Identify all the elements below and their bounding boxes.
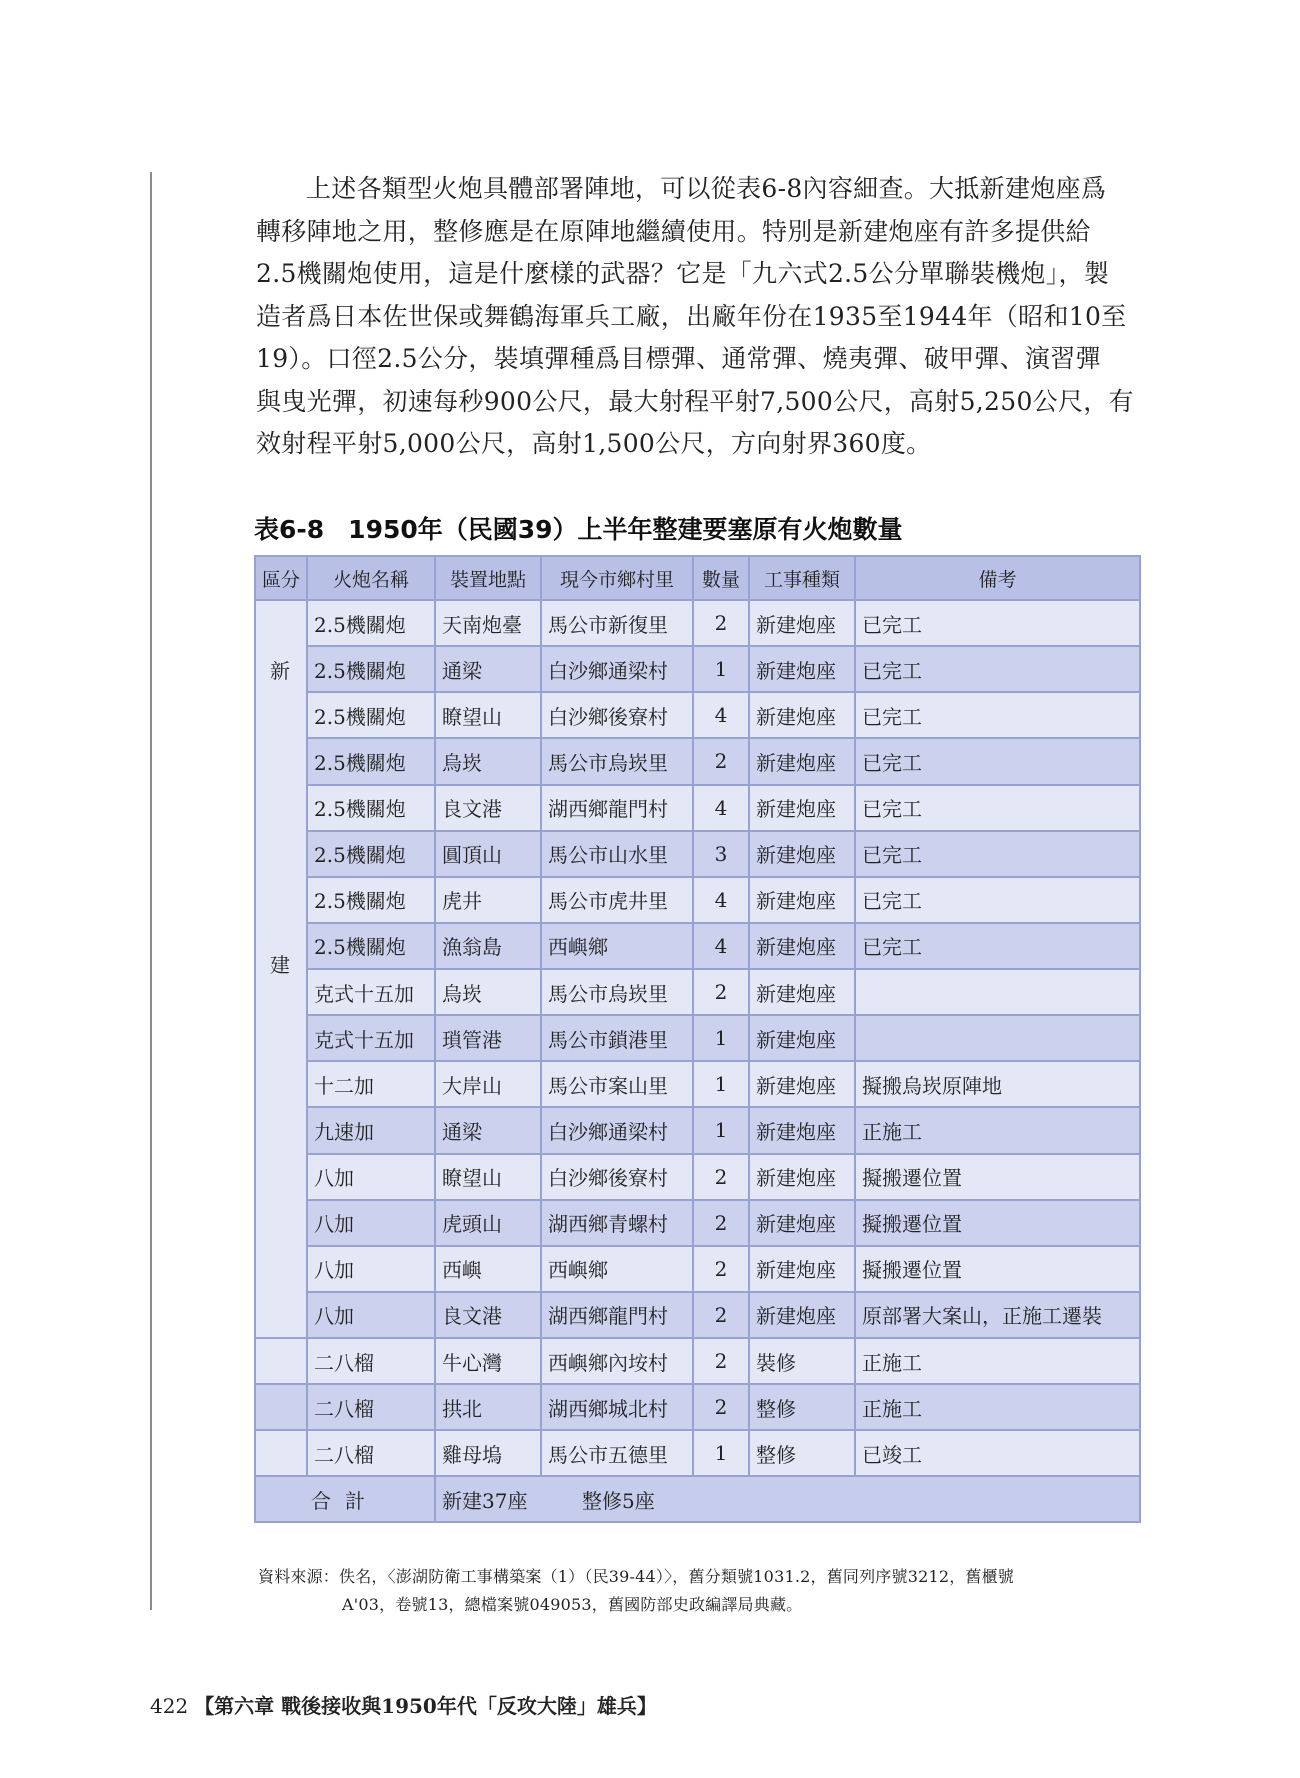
header-village: 現今市鄉村里 [541,556,693,600]
table-row [255,1061,1140,1107]
village-cell: 白沙鄉通梁村 [541,1107,693,1153]
site-cell: 西嶼 [435,1246,541,1292]
header-area: 區分 [255,556,307,600]
village-cell: 馬公市虎井里 [541,877,693,923]
gun-name-cell: 2.5機關炮 [307,692,435,738]
work-type-cell: 新建炮座 [749,600,855,646]
quantity-cell: 4 [693,923,749,969]
site-cell: 瑣管港 [435,1015,541,1061]
margin-rule [150,172,152,1610]
note-cell: 已完工 [855,877,1140,923]
note-cell: 原部署大案山，正施工遷裝 [855,1292,1140,1338]
site-cell: 通梁 [435,1107,541,1153]
table-row [255,1384,1140,1430]
gun-name-cell: 2.5機關炮 [307,831,435,877]
table-row [255,1430,1140,1476]
quantity-cell: 4 [693,692,749,738]
village-cell: 白沙鄉後寮村 [541,1154,693,1200]
work-type-cell: 新建炮座 [749,1061,855,1107]
area-new-build [255,600,307,1338]
note-cell: 擬搬烏崁原陣地 [855,1061,1140,1107]
quantity-cell: 1 [693,646,749,692]
village-cell: 馬公市案山里 [541,1061,693,1107]
note-cell: 擬搬遷位置 [855,1200,1140,1246]
work-type-cell: 整修 [749,1430,855,1476]
note-cell: 已完工 [855,831,1140,877]
village-cell: 馬公市烏崁里 [541,738,693,784]
table-row [255,600,1140,646]
header-note: 備考 [855,556,1140,600]
source-note [258,1563,1142,1619]
table-row [255,1107,1140,1153]
site-cell: 良文港 [435,785,541,831]
work-type-cell: 新建炮座 [749,785,855,831]
site-cell: 大岸山 [435,1061,541,1107]
table-row [255,1292,1140,1338]
site-cell: 良文港 [435,1292,541,1338]
table-number: 表6-8 [254,515,325,544]
table-row [255,831,1140,877]
note-cell: 正施工 [855,1107,1140,1153]
para-line: 與曳光彈，初速每秒900公尺，最大射程平射7,500公尺，高射5,250公尺，有 [256,386,1134,416]
gun-name-cell: 二八榴 [307,1338,435,1384]
source-line-2: A'03，卷號13，總檔案號049053，舊國防部史政編譯局典藏。 [342,1595,803,1614]
total-label: 合計 [255,1476,435,1522]
work-type-cell: 新建炮座 [749,738,855,784]
quantity-cell: 2 [693,600,749,646]
village-cell: 白沙鄉通梁村 [541,646,693,692]
work-type-cell: 新建炮座 [749,1292,855,1338]
area-char-new: 新 [270,659,290,683]
village-cell: 西嶼鄉內垵村 [541,1338,693,1384]
para-line: 19）。口徑2.5公分，裝填彈種爲目標彈、通常彈、燒夷彈、破甲彈、演習彈 [256,344,1101,373]
site-cell: 天南炮臺 [435,600,541,646]
note-cell: 已完工 [855,738,1140,784]
quantity-cell: 1 [693,1015,749,1061]
note-cell: 正施工 [855,1384,1140,1430]
site-cell: 烏崁 [435,738,541,784]
para-line: 上述各類型火炮具體部署陣地，可以從表6-8內容細查。大抵新建炮座爲 [306,174,1107,203]
total-new-build: 新建37座 [442,1488,528,1513]
quantity-cell: 2 [693,1154,749,1200]
gun-name-cell: 2.5機關炮 [307,738,435,784]
para-line: 造者爲日本佐世保或舞鶴海軍兵工廠，出廠年份在1935至1944年（昭和10至 [256,301,1127,331]
quantity-cell: 2 [693,738,749,784]
gun-name-cell: 八加 [307,1292,435,1338]
village-cell: 馬公市鎖港里 [541,1015,693,1061]
gun-name-cell: 2.5機關炮 [307,785,435,831]
quantity-cell: 2 [693,1338,749,1384]
work-type-cell: 裝修 [749,1338,855,1384]
table-row [255,785,1140,831]
gun-name-cell: 二八榴 [307,1430,435,1476]
note-cell: 擬搬遷位置 [855,1246,1140,1292]
para-line: 轉移陣地之用，整修應是在原陣地繼續使用。特別是新建炮座有許多提供給 [256,216,1091,246]
site-cell: 虎頭山 [435,1200,541,1246]
note-cell [855,1015,1140,1061]
work-type-cell: 新建炮座 [749,969,855,1015]
area-cell-blank [255,1430,307,1476]
note-cell [855,969,1140,1015]
site-cell: 烏崁 [435,969,541,1015]
site-cell: 瞭望山 [435,1154,541,1200]
gun-name-cell: 八加 [307,1154,435,1200]
body-paragraph [256,168,1140,466]
village-cell: 湖西鄉龍門村 [541,1292,693,1338]
table-row [255,1338,1140,1384]
work-type-cell: 新建炮座 [749,1107,855,1153]
artillery-table [254,555,1141,1523]
quantity-cell: 2 [693,1200,749,1246]
village-cell: 馬公市五德里 [541,1430,693,1476]
note-cell: 已完工 [855,646,1140,692]
village-cell: 湖西鄉青螺村 [541,1200,693,1246]
para-line: 2.5機關炮使用，這是什麼樣的武器？它是「九六式2.5公分單聯裝機炮」，製 [256,259,1110,288]
village-cell: 湖西鄉城北村 [541,1384,693,1430]
table-title: 1950年（民國39）上半年整建要塞原有火炮數量 [348,515,903,544]
gun-name-cell: 九速加 [307,1107,435,1153]
note-cell: 已完工 [855,692,1140,738]
work-type-cell: 新建炮座 [749,923,855,969]
table-row [255,1246,1140,1292]
table-row [255,1200,1140,1246]
village-cell: 馬公市烏崁里 [541,969,693,1015]
site-cell: 牛心灣 [435,1338,541,1384]
quantity-cell: 3 [693,831,749,877]
total-row [255,1476,1140,1522]
table-header-row [255,556,1140,600]
quantity-cell: 2 [693,1384,749,1430]
gun-name-cell: 克式十五加 [307,969,435,1015]
work-type-cell: 新建炮座 [749,692,855,738]
site-cell: 雞母塢 [435,1430,541,1476]
total-values [435,1476,1140,1522]
para-line: 效射程平射5,000公尺，高射1,500公尺，方向射界360度。 [256,429,932,458]
table-row [255,1154,1140,1200]
header-qty: 數量 [693,556,749,600]
work-type-cell: 新建炮座 [749,1200,855,1246]
chapter-title: 【第六章 戰後接收與1950年代「反攻大陸」雄兵】 [194,1694,657,1718]
gun-name-cell: 2.5機關炮 [307,877,435,923]
page-footer [150,1690,657,1719]
area-cell-blank [255,1338,307,1384]
quantity-cell: 2 [693,1246,749,1292]
table-row [255,738,1140,784]
page-number: 422 [150,1694,189,1718]
table-row [255,1015,1140,1061]
gun-name-cell: 二八榴 [307,1384,435,1430]
table-row [255,969,1140,1015]
site-cell: 拱北 [435,1384,541,1430]
work-type-cell: 新建炮座 [749,877,855,923]
quantity-cell: 1 [693,1430,749,1476]
village-cell: 西嶼鄉 [541,1246,693,1292]
village-cell: 湖西鄉龍門村 [541,785,693,831]
work-type-cell: 新建炮座 [749,1246,855,1292]
header-work: 工事種類 [749,556,855,600]
note-cell: 已竣工 [855,1430,1140,1476]
gun-name-cell: 八加 [307,1200,435,1246]
gun-name-cell: 2.5機關炮 [307,646,435,692]
village-cell: 白沙鄉後寮村 [541,692,693,738]
site-cell: 圓頂山 [435,831,541,877]
table-row [255,646,1140,692]
gun-name-cell: 八加 [307,1246,435,1292]
gun-name-cell: 克式十五加 [307,1015,435,1061]
header-gun: 火炮名稱 [307,556,435,600]
site-cell: 漁翁島 [435,923,541,969]
work-type-cell: 新建炮座 [749,1015,855,1061]
gun-name-cell: 十二加 [307,1061,435,1107]
quantity-cell: 1 [693,1061,749,1107]
quantity-cell: 4 [693,785,749,831]
work-type-cell: 整修 [749,1384,855,1430]
area-cell-blank [255,1384,307,1430]
table-row [255,692,1140,738]
village-cell: 西嶼鄉 [541,923,693,969]
note-cell: 已完工 [855,600,1140,646]
total-repair: 整修5座 [582,1488,655,1513]
work-type-cell: 新建炮座 [749,831,855,877]
site-cell: 通梁 [435,646,541,692]
quantity-cell: 2 [693,969,749,1015]
gun-name-cell: 2.5機關炮 [307,923,435,969]
note-cell: 擬搬遷位置 [855,1154,1140,1200]
work-type-cell: 新建炮座 [749,646,855,692]
note-cell: 正施工 [855,1338,1140,1384]
gun-name-cell: 2.5機關炮 [307,600,435,646]
quantity-cell: 2 [693,1292,749,1338]
area-char-build: 建 [270,953,290,977]
table-caption [254,510,903,546]
quantity-cell: 4 [693,877,749,923]
header-site: 裝置地點 [435,556,541,600]
village-cell: 馬公市山水里 [541,831,693,877]
table-row [255,877,1140,923]
quantity-cell: 1 [693,1107,749,1153]
work-type-cell: 新建炮座 [749,1154,855,1200]
site-cell: 瞭望山 [435,692,541,738]
village-cell: 馬公市新復里 [541,600,693,646]
note-cell: 已完工 [855,785,1140,831]
site-cell: 虎井 [435,877,541,923]
note-cell: 已完工 [855,923,1140,969]
source-line-1: 資料來源：佚名，〈澎湖防衛工事構築案（1）（民39-44）〉，舊分類號1031.2，舊同列序號3212，舊櫃號 [258,1567,1015,1586]
table-row [255,923,1140,969]
